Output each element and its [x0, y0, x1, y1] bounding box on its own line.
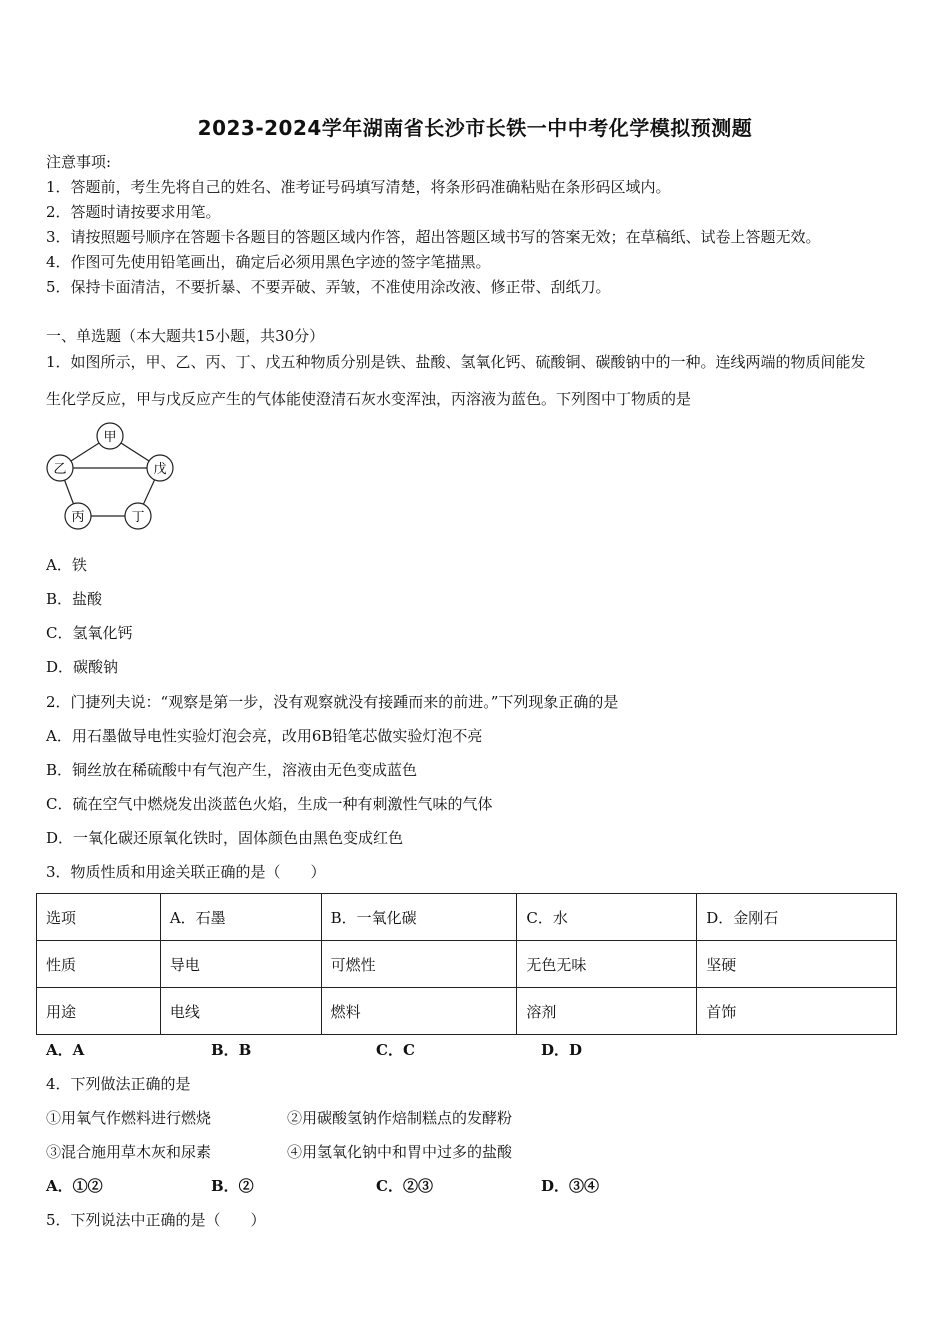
section-heading: 一、单选题（本大题共15小题，共30分）	[46, 327, 325, 345]
notice-item: 5．保持卡面清洁，不要折暴、不要弄破、弄皱，不准使用涂改液、修正带、刮纸刀。	[46, 278, 611, 296]
table-cell: 坚硬	[697, 941, 897, 988]
table-cell: 无色无味	[517, 941, 697, 988]
table-cell: 性质	[37, 941, 161, 988]
q4-item: ②用碳酸氢钠作焙制糕点的发酵粉	[287, 1109, 513, 1127]
q1-option-c: C．氢氧化钙	[46, 624, 133, 642]
table-cell: 溶剂	[517, 988, 697, 1035]
q4-option-a: A．①②	[46, 1177, 103, 1195]
q2-option-a: A．用石墨做导电性实验灯泡会亮，改用6B铅笔芯做实验灯泡不亮	[46, 727, 483, 745]
table-cell: D．金刚石	[697, 894, 897, 941]
table-row	[37, 988, 897, 1035]
q4-option-d: D．③④	[541, 1177, 600, 1195]
node-label: 丙	[71, 510, 85, 525]
table-cell: 选项	[37, 894, 161, 941]
table-cell: 电线	[160, 988, 321, 1035]
q3-stem: 3．物质性质和用途关联正确的是（ ）	[46, 863, 326, 881]
page-title: 2023-2024学年湖南省长沙市长铁一中中考化学模拟预测题	[197, 116, 753, 140]
q2-option-c: C．硫在空气中燃烧发出淡蓝色火焰，生成一种有刺激性气味的气体	[46, 795, 493, 813]
table-cell: B．一氧化碳	[321, 894, 517, 941]
notice-item: 4．作图可先使用铅笔画出，确定后必须用黑色字迹的签字笔描黑。	[46, 253, 491, 271]
q3-option-a: A．A	[46, 1041, 85, 1059]
q4-item: ①用氧气作燃料进行燃烧	[46, 1109, 212, 1127]
q1-stem-line2: 生化学反应，甲与戊反应产生的气体能使澄清石灰水变浑浊，丙溶液为蓝色。下列图中丁物质的是	[46, 390, 692, 408]
q4-option-c: C．②③	[376, 1177, 433, 1195]
q1-option-d: D．碳酸钠	[46, 658, 119, 676]
q4-item: ④用氢氧化钠中和胃中过多的盐酸	[287, 1143, 513, 1161]
q2-option-b: B．铜丝放在稀硫酸中有气泡产生，溶液由无色变成蓝色	[46, 761, 418, 779]
q3-option-d: D．D	[541, 1041, 583, 1059]
table-cell: C．水	[517, 894, 697, 941]
table-cell: 可燃性	[321, 941, 517, 988]
q1-pentagon-diagram	[40, 420, 180, 535]
table-row	[37, 941, 897, 988]
notice-heading: 注意事项:	[46, 153, 112, 171]
q1-option-a: A．铁	[46, 556, 87, 574]
notice-item: 2．答题时请按要求用笔。	[46, 203, 221, 221]
table-cell: 导电	[160, 941, 321, 988]
node-label: 乙	[53, 462, 67, 477]
table-cell: A．石墨	[160, 894, 321, 941]
notice-item: 3．请按照题号顺序在答题卡各题目的答题区域内作答，超出答题区域书写的答案无效；在草稿纸、试卷上答题无效。	[46, 228, 821, 246]
q5-stem: 5．下列说法中正确的是（ ）	[46, 1211, 266, 1229]
notice-item: 1．答题前，考生先将自己的姓名、准考证号码填写清楚，将条形码准确粘贴在条形码区域内。	[46, 178, 671, 196]
q3-table	[36, 893, 897, 1035]
node-label: 丁	[131, 510, 145, 525]
q2-option-d: D．一氧化碳还原氧化铁时，固体颜色由黑色变成红色	[46, 829, 404, 847]
q2-stem: 2．门捷列夫说：“观察是第一步，没有观察就没有接踵而来的前进。”下列现象正确的是	[46, 693, 619, 711]
q4-item: ③混合施用草木灰和尿素	[46, 1143, 212, 1161]
table-cell: 燃料	[321, 988, 517, 1035]
q3-option-b: B．B	[211, 1041, 252, 1059]
node-label: 戊	[153, 462, 167, 477]
table-row	[37, 894, 897, 941]
q4-stem: 4．下列做法正确的是	[46, 1075, 191, 1093]
q4-option-b: B．②	[211, 1177, 254, 1195]
q1-option-b: B．盐酸	[46, 590, 103, 608]
q3-option-c: C．C	[376, 1041, 415, 1059]
table-cell: 首饰	[697, 988, 897, 1035]
node-label: 甲	[103, 430, 117, 445]
table-cell: 用途	[37, 988, 161, 1035]
q1-stem-line1: 1．如图所示，甲、乙、丙、丁、戊五种物质分别是铁、盐酸、氢氧化钙、硫酸铜、碳酸钠中的一种。连线两端的物质间能发	[46, 353, 866, 371]
